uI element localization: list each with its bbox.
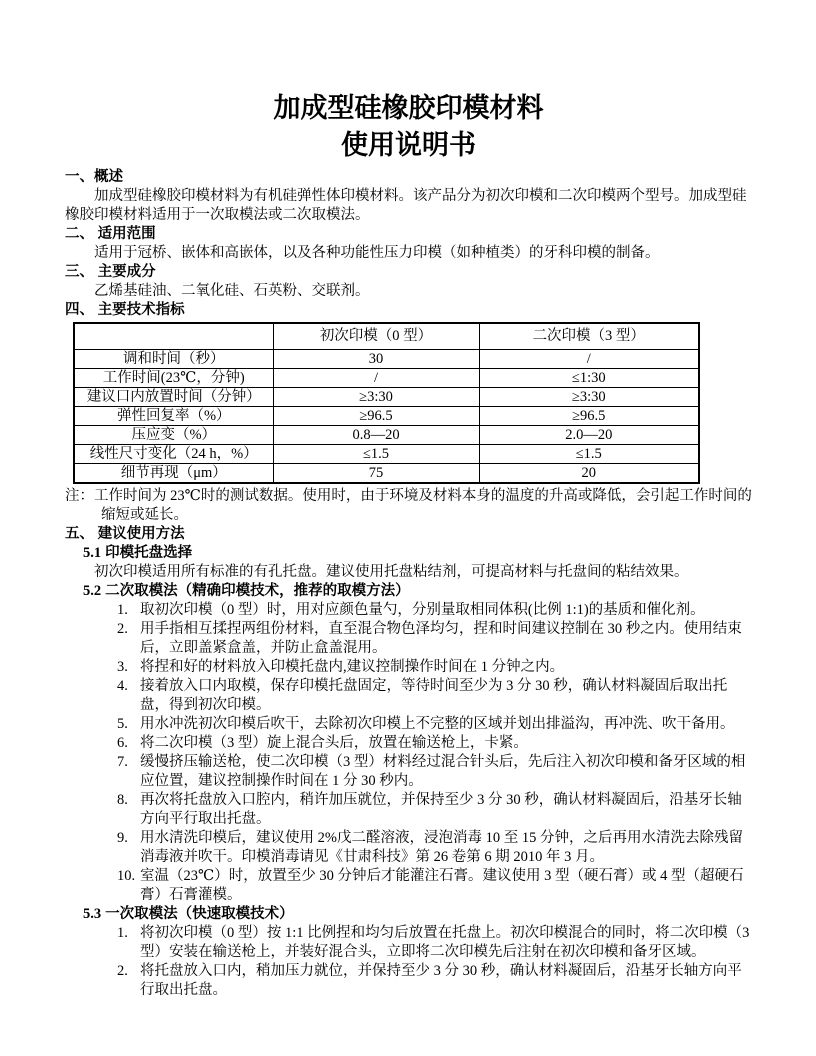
table-cell: ≥3:30 [479, 388, 699, 407]
table-cell: 调和时间（秒） [74, 350, 273, 369]
section-heading-specs: 四、 主要技术指标 [65, 302, 185, 318]
list-item [117, 601, 752, 620]
subsection-title: 一次取模法（快速取模技术） [105, 906, 294, 922]
table-cell: 75 [273, 464, 479, 484]
table-cell: ≤1.5 [479, 445, 699, 464]
list-item [117, 962, 752, 1000]
table-row [74, 388, 699, 407]
list-item [117, 924, 752, 962]
list-item-text: 再次将托盘放入口腔内，稍许加压就位，并保持至少 3 分 30 秒，确认材料凝固后，沿基牙长轴方向平行取出托盘。 [140, 792, 742, 827]
table-cell: 2.0—20 [479, 426, 699, 445]
table-cell: 0.8—20 [273, 426, 479, 445]
list-item-number: 4. [117, 678, 128, 694]
table-cell: ≥3:30 [273, 388, 479, 407]
table-header-cell-primary: 初次印模（0 型） [273, 323, 479, 350]
subsection-heading-5-3 [83, 905, 752, 924]
section-heading-usage: 五、 建议使用方法 [65, 526, 185, 542]
subsection-title: 二次取模法（精确印模技术，推荐的取模方法） [105, 583, 410, 599]
list-item-number: 3. [117, 659, 128, 675]
list-item [117, 677, 752, 715]
subsection-number: 5.2 [83, 583, 102, 599]
paragraph-composition: 乙烯基硅油、二氧化硅、石英粉、交联剂。 [94, 283, 370, 299]
list-item-number: 5. [117, 716, 128, 732]
table-row [74, 426, 699, 445]
subsection-number: 5.1 [83, 545, 102, 561]
table-cell: 30 [273, 350, 479, 369]
table-header-cell-secondary: 二次印模（3 型） [479, 323, 699, 350]
list-item-text: 将二次印模（3 型）旋上混合头后，放置在输送枪上，卡紧。 [140, 735, 528, 751]
table-row [74, 369, 699, 388]
table-cell: 建议口内放置时间（分钟） [74, 388, 273, 407]
one-step-method-list [65, 924, 752, 1000]
paragraph-tray-selection: 初次印模适用所有标准的有孔托盘。建议使用托盘粘结剂，可提高材料与托盘间的粘结效果。 [94, 564, 689, 580]
table-cell: / [273, 369, 479, 388]
doc-title [65, 90, 752, 164]
list-item-number: 1. [117, 602, 128, 618]
table-cell: / [479, 350, 699, 369]
doc-title-line1: 加成型硅橡胶印模材料 [273, 93, 544, 123]
specs-table [73, 322, 700, 484]
list-item [117, 734, 752, 753]
table-header-row [74, 323, 699, 350]
two-step-method-list [65, 601, 752, 905]
list-item-text: 缓慢挤压输送枪，使二次印模（3 型）材料经过混合针头后，先后注入初次印模和备牙区域的相应位置，建议控制操作时间在 1 分 30 秒内。 [140, 754, 746, 789]
list-item-number: 2. [117, 621, 128, 637]
list-item-text: 室温（23℃）时，放置至少 30 分钟后才能灌注石膏。建议使用 3 型（硬石膏）或 4 型（超硬石膏）石膏灌模。 [140, 868, 744, 903]
list-item-number: 1. [117, 925, 128, 941]
list-item [117, 867, 752, 905]
subsection-title: 印模托盘选择 [105, 545, 193, 561]
table-header-cell-blank [74, 323, 273, 350]
list-item-number: 9. [117, 830, 128, 846]
table-cell: 线性尺寸变化（24 h，%） [74, 445, 273, 464]
list-item [117, 753, 752, 791]
list-item [117, 829, 752, 867]
list-item-text: 将捏和好的材料放入印模托盘内,建议控制操作时间在 1 分钟之内。 [140, 659, 565, 675]
subsection-heading-5-1 [83, 544, 752, 563]
table-cell: ≤1.5 [273, 445, 479, 464]
list-item-number: 2. [117, 963, 128, 979]
table-cell: 细节再现（μm） [74, 464, 273, 484]
list-item-text: 用水清洗印模后，建议使用 2%戊二醛溶液，浸泡消毒 10 至 15 分钟，之后再用水清洗去除残留消毒液并吹干。印模消毒请见《甘肃科技》第 26 卷第 6 期 2010 年 3 月。 [140, 830, 743, 865]
list-item-text: 将初次印模（0 型）按 1:1 比例捏和均匀后放置在托盘上。初次印模混合的同时，将二次印模（3 型）安装在输送枪上，并装好混合头，立即将二次印模先后注射在初次印模和备牙区域。 [140, 925, 750, 960]
section-heading-overview: 一、概述 [65, 169, 123, 185]
section-heading-composition: 三、 主要成分 [65, 264, 156, 280]
list-item [117, 658, 752, 677]
paragraph-overview: 加成型硅橡胶印模材料为有机硅弹性体印模材料。该产品分为初次印模和二次印模两个型号。加成型硅橡胶印模材料适用于一次取模法或二次取模法。 [65, 188, 747, 223]
table-row [74, 350, 699, 369]
list-item [117, 791, 752, 829]
table-row [74, 445, 699, 464]
list-item-text: 将托盘放入口内，稍加压力就位，并保持至少 3 分 30 秒，确认材料凝固后，沿基牙长轴方向平行取出托盘。 [140, 963, 742, 998]
list-item [117, 620, 752, 658]
table-cell: 弹性回复率（%） [74, 407, 273, 426]
paragraph-scope: 适用于冠桥、嵌体和高嵌体，以及各种功能性压力印模（如种植类）的牙科印模的制备。 [94, 245, 660, 261]
doc-title-line2: 使用说明书 [341, 130, 476, 160]
list-item-text: 用手指相互揉捏两组份材料，直至混合物色泽均匀，捏和时间建议控制在 30 秒之内。使用结束后，立即盖紧盒盖，并防止盒盖混用。 [140, 621, 742, 656]
table-cell: ≥96.5 [273, 407, 479, 426]
list-item-number: 8. [117, 792, 128, 808]
table-row [74, 407, 699, 426]
list-item-text: 接着放入口内取模，保存印模托盘固定，等待时间至少为 3 分 30 秒，确认材料凝固后取出托盘，得到初次印模。 [140, 678, 728, 713]
note-text: 注：工作时间为 23℃时的测试数据。使用时，由于环境及材料本身的温度的升高或降低，会引起工作时间的缩短或延长。 [65, 488, 752, 523]
list-item-number: 10. [117, 868, 136, 884]
subsection-number: 5.3 [83, 906, 102, 922]
list-item-text: 取初次印模（0 型）时，用对应颜色量勺，分别量取相同体积(比例 1:1)的基质和催化剂。 [140, 602, 705, 618]
table-cell: ≤1:30 [479, 369, 699, 388]
table-cell: 压应变（%） [74, 426, 273, 445]
table-row [74, 464, 699, 484]
table-cell: ≥96.5 [479, 407, 699, 426]
section-heading-scope: 二、 适用范围 [65, 226, 156, 242]
list-item-number: 7. [117, 754, 128, 770]
table-cell: 工作时间(23℃，分钟) [74, 369, 273, 388]
subsection-heading-5-2 [83, 582, 752, 601]
list-item-text: 用水冲洗初次印模后吹干，去除初次印模上不完整的区域并划出排溢沟，再冲洗、吹干备用。 [140, 716, 735, 732]
list-item [117, 715, 752, 734]
table-cell: 20 [479, 464, 699, 484]
list-item-number: 6. [117, 735, 128, 751]
